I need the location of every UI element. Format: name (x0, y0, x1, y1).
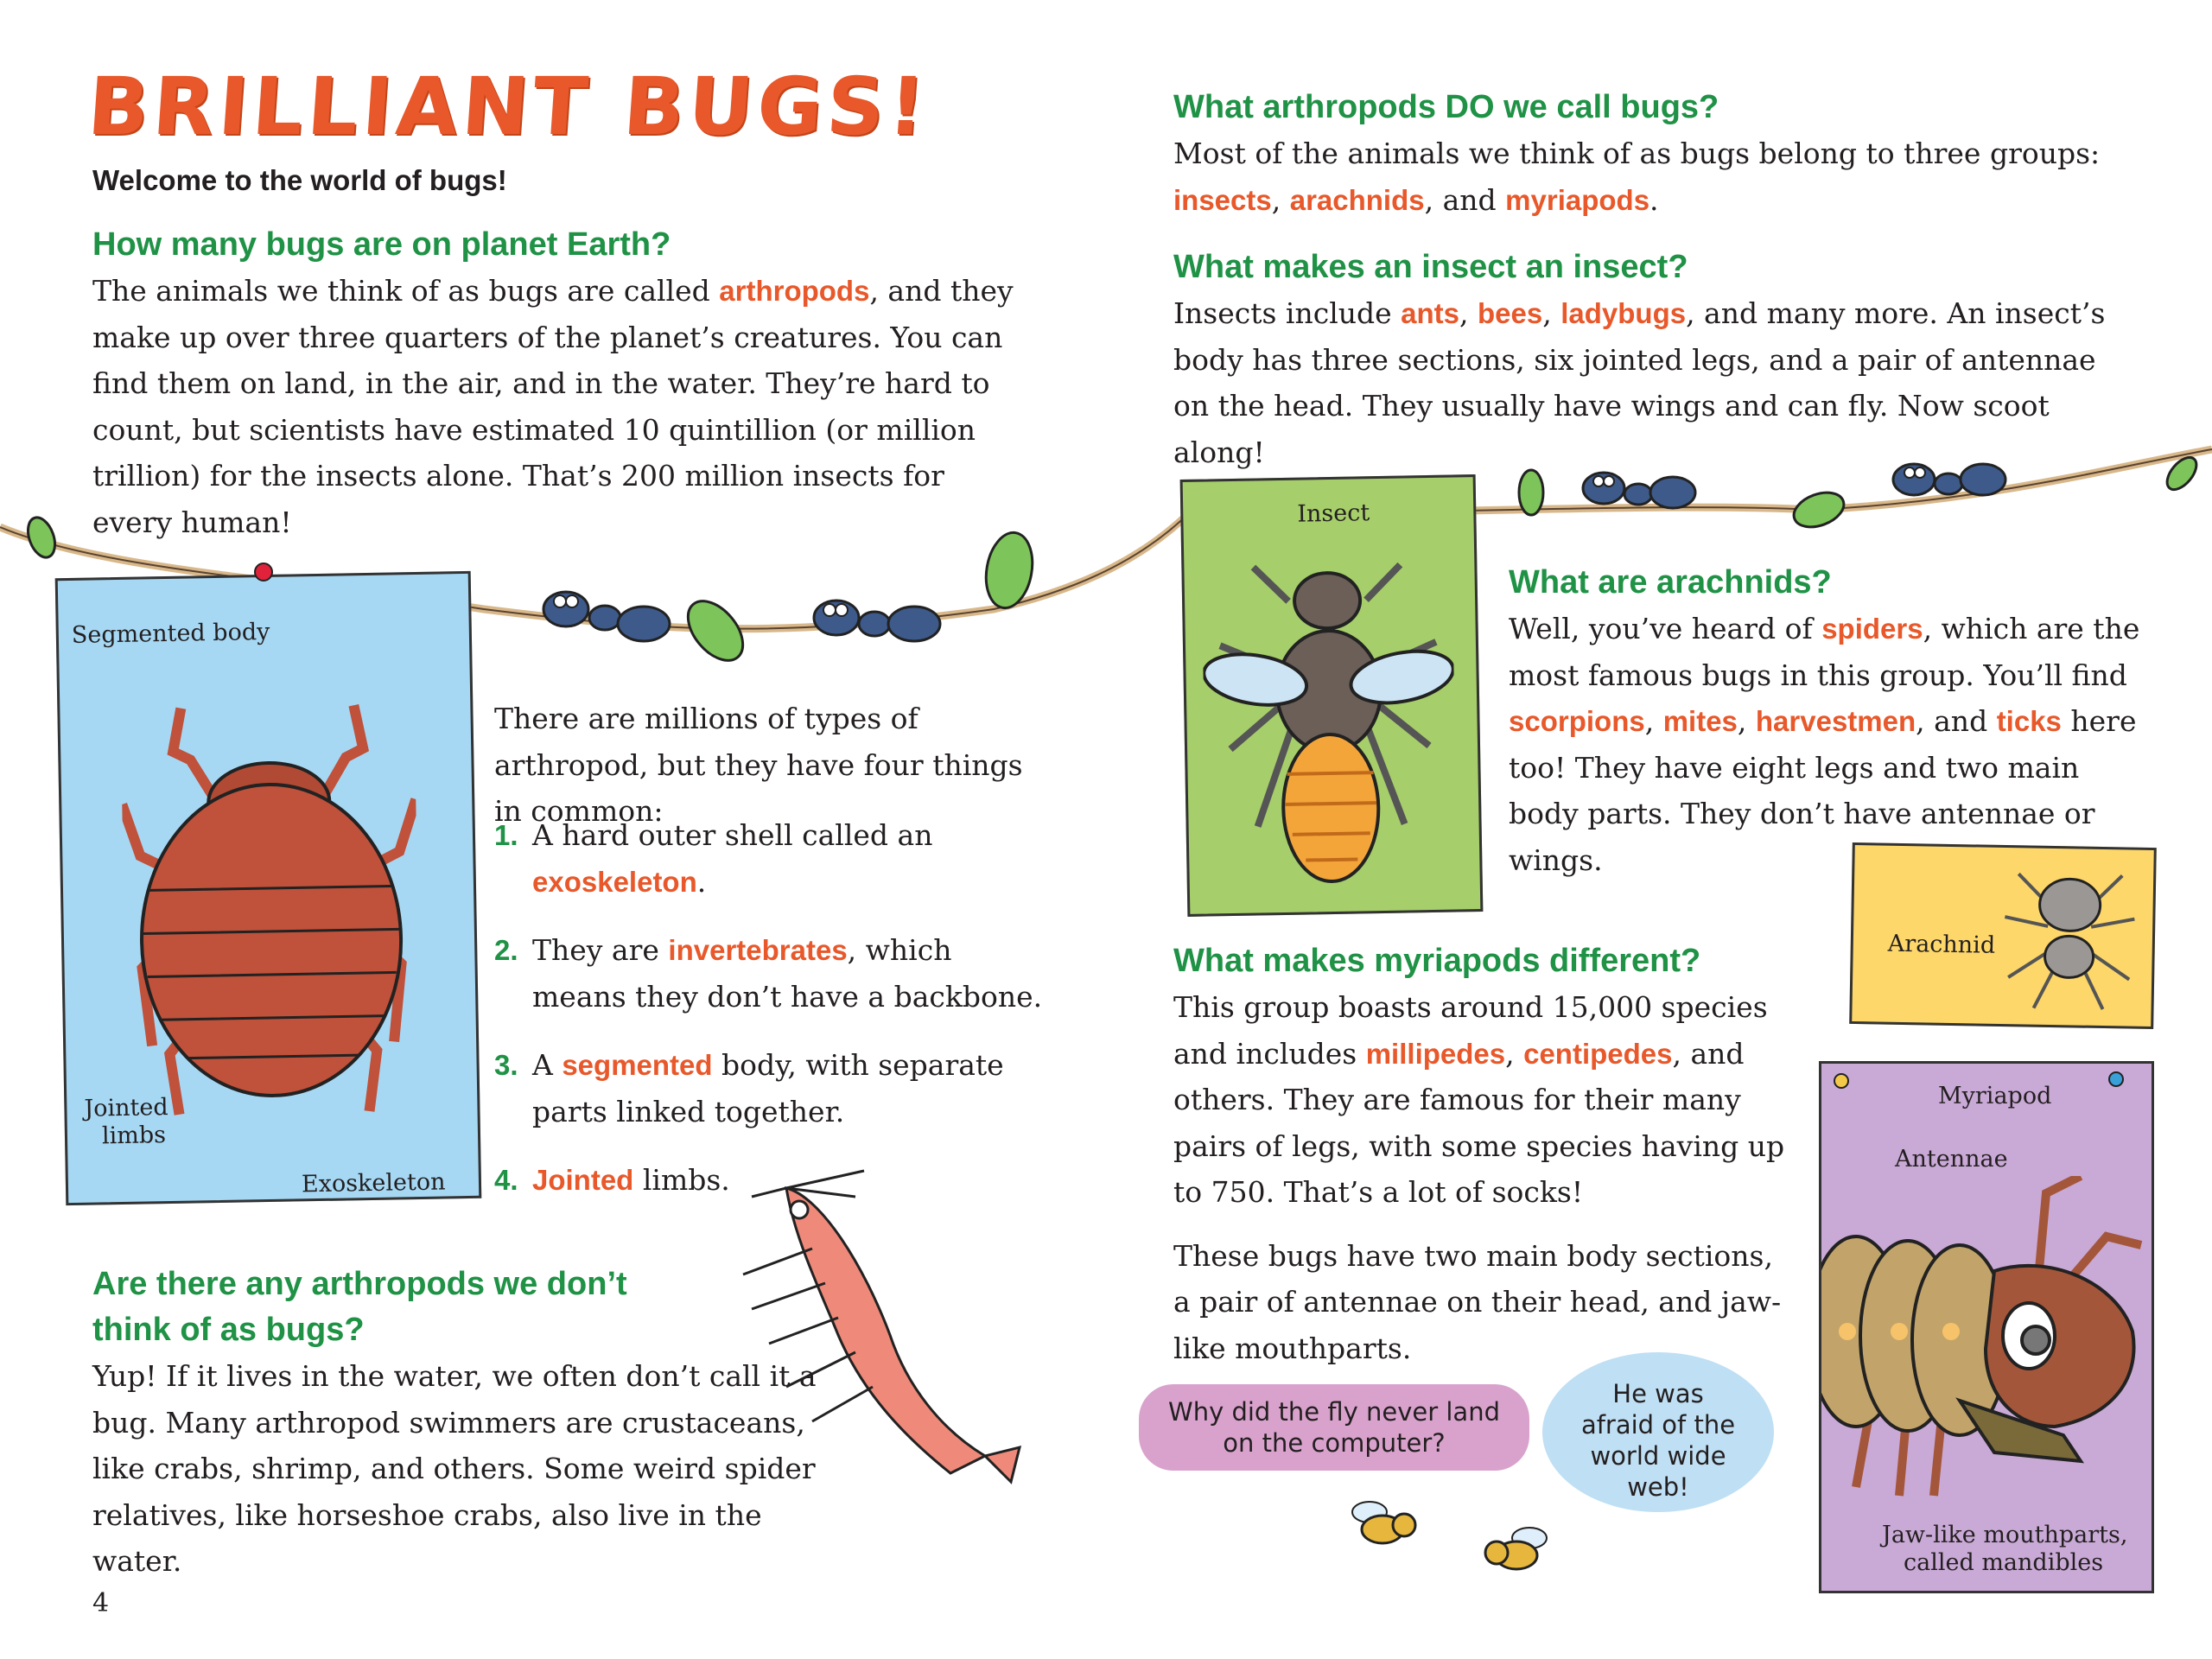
list-item: 2. They are invertebrates, which means they don’t have a backbone. (494, 933, 1043, 1014)
body-insect: Insects include ants, bees, ladybugs, and many more. An insect’s body has three sections, six jointed legs, and a pair of antennae on the head. They usually have wings and can fly. Now scoot along! (1173, 296, 2106, 469)
label-exoskeleton: Exoskeleton (301, 1168, 446, 1198)
joke-answer-line-1: He was (1612, 1379, 1704, 1408)
pin-icon (2108, 1071, 2124, 1087)
label-myriapod: Myriapod (1938, 1083, 2052, 1109)
insect-card (1180, 474, 1484, 917)
heading-bugs: What arthropods DO we call bugs? (1173, 89, 1719, 125)
joke-question-line-2: on the computer? (1223, 1428, 1446, 1458)
joke-question-bubble (1139, 1384, 1529, 1471)
page-title: BRILLIANT BUGS! (85, 60, 932, 153)
heading-other-arthropods-1: Are there any arthropods we don’t (92, 1266, 627, 1302)
page-number: 4 (92, 1588, 110, 1618)
label-antennae: Antennae (1895, 1146, 2008, 1173)
list-item: 1. A hard outer shell called an exoskeleton. (494, 818, 933, 899)
keyword-arthropods: arthropods (719, 275, 870, 307)
label-jaw-1: Jaw-like mouthparts, (1882, 1522, 2128, 1548)
label-segmented-body: Segmented body (71, 618, 270, 649)
section-bug-count (92, 222, 1026, 545)
label-jointed-limbs-2: limbs (101, 1122, 167, 1150)
label-jointed-limbs-1: Jointed (84, 1094, 168, 1122)
joke-question-line-1: Why did the fly never land (1168, 1397, 1500, 1427)
joke-answer-bubble (1542, 1352, 1774, 1512)
heading-myriapods: What makes myriapods different? (1173, 943, 1701, 979)
bee-illustration (1201, 547, 1458, 897)
list-item: 3. A segmented body, with separate parts linked together. (494, 1048, 1004, 1128)
joke-answer-line-2: afraid of the (1580, 1410, 1736, 1440)
body-arachnids: Well, you’ve heard of spiders, which are the most famous bugs in this group. You’ll find scorpions, mites, harvestmen, and ticks here too! They have eight legs and two main body parts. They don’t have antennae or wings. (1509, 612, 2140, 877)
label-insect: Insect (1297, 499, 1370, 528)
pin-icon (1834, 1073, 1849, 1089)
fly-illustration (1339, 1486, 1426, 1555)
section-other-arthropods (92, 1262, 853, 1585)
common-intro: There are millions of types of arthropod, but they have four things in common: (494, 702, 1023, 828)
section-arachnids (1509, 560, 2157, 883)
joke-answer-line-3: world wide (1590, 1441, 1726, 1471)
arachnid-card (1849, 842, 2157, 1029)
label-jaw-2: called mandibles (1904, 1549, 2104, 1576)
common-list (494, 812, 1047, 1204)
body-bugs: Most of the animals we think of as bugs belong to three groups: insects, arachnids, and myriapods. (1173, 137, 2101, 217)
heading-other-arthropods-2: think of as bugs? (92, 1312, 365, 1348)
heading-arachnids: What are arachnids? (1509, 564, 1832, 601)
spider-illustration (1999, 856, 2139, 1014)
section-myriapods (1173, 938, 1787, 1371)
bedbug-card (55, 571, 482, 1205)
body-myriapods: This group boasts around 15,000 species and includes millipedes, centipedes, and others. They are famous for their many pairs of legs, with some species having up to 750. That’s a lot of socks! (1173, 990, 1785, 1209)
myriapod-card (1819, 1061, 2154, 1593)
fly-illustration (1478, 1516, 1564, 1586)
joke-answer-line-4: web! (1627, 1472, 1689, 1502)
heading-insect: What makes an insect an insect? (1173, 249, 1688, 285)
section-bugs (1173, 85, 2124, 223)
body-bug-count: The animals we think of as bugs are called arthropods, and they make up over three quarters of the planet’s creatures. You can find them on land, in the air, and in the water. They’re hard to count, but scientists have estimated 10 quintillion (or million trillion) for the insects alone. That’s 200 million insects for every human! (92, 274, 1014, 539)
pin-icon (254, 563, 273, 582)
heading-bug-count: How many bugs are on planet Earth? (92, 226, 671, 263)
label-arachnid: Arachnid (1887, 930, 1996, 959)
body-myriapods-2: These bugs have two main body sections, a pair of antennae on their head, and jaw-like mouthparts. (1173, 1238, 1782, 1365)
list-item: 4. Jointed limbs. (494, 1163, 730, 1197)
page-subtitle: Welcome to the world of bugs! (92, 164, 507, 196)
bedbug-illustration (120, 678, 422, 1133)
body-other-arthropods: Yup! If it lives in the water, we often don’t call it a bug. Many arthropod swimmers are crustaceans, like crabs, shrimp, and others. Some weird spider relatives, like horseshoe crabs, also live in the water. (92, 1359, 817, 1578)
section-insect (1173, 245, 2107, 475)
millipede-illustration (1821, 1176, 2150, 1522)
